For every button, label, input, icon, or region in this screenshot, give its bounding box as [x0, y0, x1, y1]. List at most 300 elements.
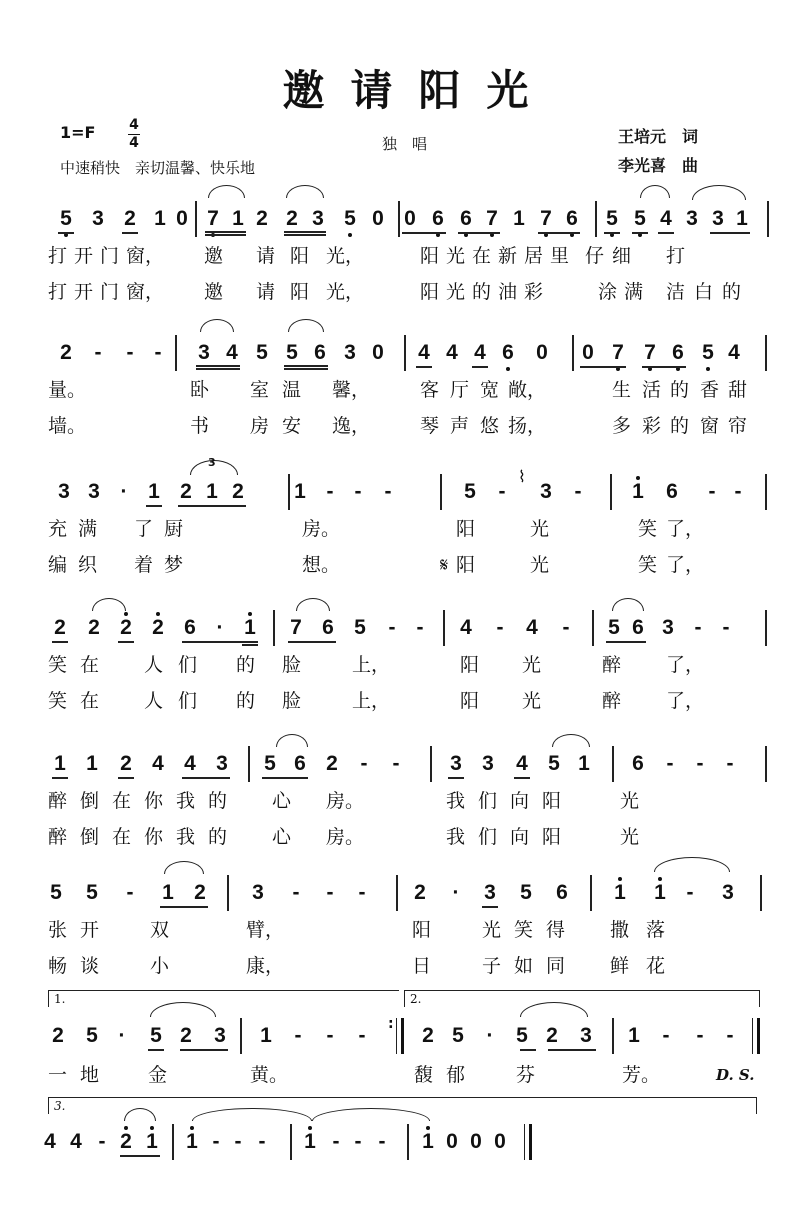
bar-line	[290, 1124, 292, 1160]
lyric: 卧	[190, 379, 210, 401]
lyric: 们	[178, 690, 198, 712]
lyric: 洁	[666, 281, 686, 303]
underline-beam	[182, 641, 258, 643]
bar-line	[760, 875, 762, 911]
lyric: 墙。	[48, 415, 87, 437]
note: -	[662, 1024, 670, 1047]
note: 2	[422, 1024, 434, 1047]
lyric: 光，	[326, 281, 365, 303]
underline-beam	[580, 366, 626, 368]
note: 1	[148, 480, 160, 503]
octave-dot	[490, 233, 494, 237]
lyric: 邀	[204, 245, 224, 267]
note: 6	[322, 616, 334, 639]
lyric: 的	[208, 826, 228, 848]
lyric: 一	[48, 1064, 68, 1086]
lyric: 光	[446, 245, 466, 267]
note: 4	[446, 341, 458, 364]
bar-line	[765, 474, 767, 510]
note: 5	[516, 1024, 528, 1047]
lyric: 郁	[446, 1064, 466, 1086]
note: -	[734, 480, 742, 503]
lyric: 窗，	[126, 281, 165, 303]
lyric: 阳	[542, 790, 562, 812]
lyric: 人	[144, 654, 164, 676]
underline-beam	[160, 906, 208, 908]
lyric: 醉	[602, 654, 622, 676]
lyric: 的	[236, 690, 256, 712]
slur	[286, 185, 324, 198]
lyric: 阳	[542, 826, 562, 848]
slur	[164, 861, 204, 874]
lyric: 逸，	[332, 415, 371, 437]
note: 5	[464, 480, 476, 503]
key-signature: 1=F	[60, 123, 96, 142]
lyric: 阳	[460, 654, 480, 676]
note: -	[326, 1024, 334, 1047]
lyric: 臂，	[246, 919, 285, 941]
underline-beam	[606, 641, 646, 643]
note: 2	[414, 881, 426, 904]
lyric: 地	[80, 1064, 100, 1086]
underline-beam	[472, 366, 488, 368]
lyric: 宽	[480, 379, 500, 401]
lyric: 我	[446, 790, 466, 812]
note: -	[326, 480, 334, 503]
octave-dot	[648, 367, 652, 371]
note: 5	[632, 207, 648, 231]
underline-beam	[604, 232, 620, 234]
note: -	[726, 1024, 734, 1047]
note: 5	[608, 616, 620, 639]
octave-dot	[638, 233, 642, 237]
lyric: 了，	[666, 554, 705, 576]
note: 0	[372, 341, 384, 364]
note: -	[562, 616, 570, 639]
bar-line	[273, 610, 275, 646]
note: -	[126, 341, 134, 364]
note: 3	[216, 752, 228, 775]
bar-line	[592, 610, 594, 646]
lyric: 开	[74, 245, 94, 267]
underline-beam	[242, 644, 258, 646]
underline-beam	[118, 777, 134, 779]
lyric: 了，	[666, 690, 705, 712]
underline-beam	[284, 365, 328, 367]
slur	[640, 185, 670, 198]
time-signature	[128, 118, 140, 151]
note: 1	[736, 207, 748, 230]
bar-line	[227, 875, 229, 911]
note: 5	[50, 881, 62, 904]
underline-beam	[538, 232, 580, 234]
lyric: 你	[144, 790, 164, 812]
note: 4	[460, 616, 472, 639]
octave-dot	[610, 233, 614, 237]
underline-beam	[118, 641, 134, 643]
lyric: 我	[446, 826, 466, 848]
note: 2	[120, 752, 132, 775]
note: 5	[150, 1024, 162, 1047]
lyric: 打	[48, 281, 68, 303]
composer-credit: 李光喜 曲	[618, 156, 699, 175]
lyric: 室	[250, 379, 270, 401]
note: 5	[452, 1024, 464, 1047]
note: 2	[326, 752, 338, 775]
octave-dot	[426, 1126, 430, 1130]
lyric: 琴	[420, 415, 440, 437]
underline-beam	[548, 1049, 596, 1051]
lyric: 醉	[48, 826, 68, 848]
song-title: 邀请阳光	[282, 66, 555, 115]
lyric: 在	[112, 826, 132, 848]
note: -	[212, 1130, 220, 1153]
lyric: 量。	[48, 379, 87, 401]
note: 2	[88, 616, 100, 639]
note: -	[392, 752, 400, 775]
note: 3	[662, 616, 674, 639]
note: 1	[162, 881, 174, 904]
note: -	[154, 341, 162, 364]
note: 3	[722, 881, 734, 904]
underline-beam	[205, 231, 246, 233]
note: 6	[556, 881, 568, 904]
note: 1	[260, 1024, 272, 1047]
lyric: 在	[472, 245, 492, 267]
lyric: 阳	[460, 690, 480, 712]
note: 1	[420, 1130, 436, 1154]
volta-2-label: 2.	[410, 992, 422, 1006]
lyric: 光	[482, 919, 502, 941]
note: 1	[630, 480, 646, 504]
underline-beam	[402, 232, 446, 234]
note: 3	[252, 881, 264, 904]
note: 5	[354, 616, 366, 639]
lyric: 光	[522, 690, 542, 712]
note: ·	[486, 1024, 494, 1047]
note: 4	[516, 752, 528, 775]
note: -	[384, 480, 392, 503]
note: 4	[660, 207, 672, 230]
lyric: 鲜	[610, 955, 630, 977]
note: -	[696, 752, 704, 775]
note: 4	[418, 341, 430, 364]
note: -	[498, 480, 506, 503]
lyric: 阳	[290, 245, 310, 267]
lyric: 我	[176, 826, 196, 848]
underline-beam	[710, 232, 750, 234]
note: 3	[88, 480, 100, 503]
note: 2	[60, 341, 72, 364]
lyric: 开	[74, 281, 94, 303]
note: 0	[446, 1130, 458, 1153]
note: 6	[670, 341, 686, 365]
lyric: 房。	[326, 790, 365, 812]
breath-mark: ⌇	[518, 467, 526, 486]
note: 0	[536, 341, 548, 364]
lyric: 在	[112, 790, 132, 812]
lyric: 悠	[480, 415, 500, 437]
note: 1	[144, 1130, 160, 1154]
note: 0	[582, 341, 594, 364]
slur	[92, 598, 126, 611]
lyric: 邀	[204, 281, 224, 303]
lyric: 想。	[302, 554, 341, 576]
note: -	[234, 1130, 242, 1153]
lyric: 门	[100, 245, 120, 267]
lyric: 书	[190, 415, 210, 437]
lyric: 窗	[700, 415, 720, 437]
slur	[200, 319, 234, 332]
lyric: 光	[620, 826, 640, 848]
note: 4	[728, 341, 740, 364]
lyric: 声	[450, 415, 470, 437]
underline-beam	[448, 777, 464, 779]
time-sig-top: 4	[129, 117, 139, 133]
lyric: 康，	[246, 955, 285, 977]
note: 1	[242, 616, 258, 640]
octave-dot	[156, 612, 160, 616]
lyric: 光	[620, 790, 640, 812]
note: 0	[470, 1130, 482, 1153]
note: 5	[58, 207, 74, 231]
lyric: 落	[646, 919, 666, 941]
note: 5	[86, 1024, 98, 1047]
lyric: 们	[178, 654, 198, 676]
bar-line	[440, 474, 442, 510]
underline-beam	[514, 777, 530, 779]
note: 2	[546, 1024, 558, 1047]
lyric: 馨，	[332, 379, 371, 401]
lyric: 向	[510, 790, 530, 812]
octave-dot	[248, 612, 252, 616]
octave-dot	[124, 1126, 128, 1130]
lyric: 醉	[48, 790, 68, 812]
note: 5	[86, 881, 98, 904]
lyric: 的	[722, 281, 742, 303]
lyric: 黄。	[250, 1064, 289, 1086]
note: 2	[118, 616, 134, 640]
note: 5	[286, 341, 298, 364]
lyric: 脸	[282, 690, 302, 712]
underline-beam	[658, 232, 674, 234]
lyric: 彩	[642, 415, 662, 437]
note: 3	[312, 207, 324, 230]
note: 4	[70, 1130, 82, 1153]
underline-beam	[182, 777, 230, 779]
note: -	[294, 1024, 302, 1047]
note: 1	[612, 881, 628, 905]
note: 3	[712, 207, 724, 230]
note: 7	[484, 207, 500, 231]
underline-beam	[120, 1155, 160, 1157]
note: 6	[314, 341, 326, 364]
underline-beam	[196, 368, 240, 370]
underline-beam	[178, 505, 246, 507]
lyric: 温	[282, 379, 302, 401]
underline-beam	[262, 777, 308, 779]
note: -	[416, 616, 424, 639]
underline-beam	[642, 366, 686, 368]
octave-dot	[506, 367, 510, 371]
lyric: 倒	[80, 826, 100, 848]
note: -	[726, 752, 734, 775]
final-barline	[752, 1018, 760, 1054]
note: -	[708, 480, 716, 503]
lyric: 梦	[164, 554, 184, 576]
bar-line	[443, 610, 445, 646]
underline-beam	[196, 365, 240, 367]
lyric: 居	[524, 245, 544, 267]
note: -	[360, 752, 368, 775]
lyric: 编	[48, 554, 68, 576]
note: -	[354, 1130, 362, 1153]
octave-dot	[436, 233, 440, 237]
lyric: 充	[48, 518, 68, 540]
note: 6	[632, 616, 644, 639]
bar-line	[195, 201, 197, 237]
bar-line	[610, 474, 612, 510]
lyric: 脸	[282, 654, 302, 676]
note: ·	[452, 881, 460, 904]
note: 3	[482, 752, 494, 775]
underline-beam	[416, 366, 432, 368]
octave-dot	[150, 1126, 154, 1130]
bar-line	[175, 335, 177, 371]
note: -	[126, 881, 134, 904]
note: 1	[628, 1024, 640, 1047]
lyric: 敞，	[508, 379, 547, 401]
note: 4	[474, 341, 486, 364]
slur	[276, 734, 308, 747]
lyric: 厨	[164, 518, 184, 540]
note: 1	[232, 207, 244, 230]
lyric: 我	[176, 790, 196, 812]
octave-dot	[348, 233, 352, 237]
note: 2	[124, 207, 136, 230]
bar-line	[288, 474, 290, 510]
note: -	[354, 480, 362, 503]
repeat-dots: :	[388, 1016, 394, 1032]
note: 1	[184, 1130, 200, 1154]
lyric: 心	[272, 790, 292, 812]
note: 1	[302, 1130, 318, 1154]
note: 2	[286, 207, 298, 230]
lyric: 芬	[516, 1064, 536, 1086]
underline-beam	[520, 1049, 536, 1051]
octave-dot	[124, 612, 128, 616]
lyric: 们	[478, 826, 498, 848]
bar-line	[612, 746, 614, 782]
octave-dot	[636, 476, 640, 480]
note: -	[686, 881, 694, 904]
performance-type: 独 唱	[382, 135, 428, 153]
lyric: 在	[80, 690, 100, 712]
underline-beam	[52, 641, 68, 643]
note: -	[388, 616, 396, 639]
lyric: 的	[236, 654, 256, 676]
lyric: 新	[498, 245, 518, 267]
note: 4	[44, 1130, 56, 1153]
note: 7	[610, 341, 626, 365]
lyric: 同	[546, 955, 566, 977]
lyric: 的	[208, 790, 228, 812]
note: -	[332, 1130, 340, 1153]
note: 3	[484, 881, 496, 904]
lyric: 房。	[326, 826, 365, 848]
lyric: 笑	[514, 919, 534, 941]
lyric: 阳	[456, 554, 476, 576]
lyric: 甜	[728, 379, 748, 401]
lyric: 日	[412, 955, 432, 977]
lyric: 谈	[80, 955, 100, 977]
note: 3	[92, 207, 104, 230]
lyric: 房	[250, 415, 270, 437]
lyric: 笑	[48, 690, 68, 712]
underline-beam	[180, 1049, 228, 1051]
bar-line	[767, 201, 769, 237]
note: 1	[54, 752, 66, 775]
note: 2	[194, 881, 206, 904]
note: 2	[52, 1024, 64, 1047]
slur	[296, 598, 330, 611]
lyric: 双	[150, 919, 170, 941]
octave-dot	[570, 233, 574, 237]
note: -	[358, 1024, 366, 1047]
lyric: 光	[522, 654, 542, 676]
lyric: 金	[148, 1064, 168, 1086]
note: 1	[294, 480, 306, 503]
lyric: 了	[134, 518, 154, 540]
note: 3	[58, 480, 70, 503]
slur	[612, 598, 644, 611]
lyric: 在	[80, 654, 100, 676]
lyric: 打	[666, 245, 686, 267]
octave-dot	[676, 367, 680, 371]
note: -	[358, 881, 366, 904]
note: 7	[290, 616, 302, 639]
note: 2	[180, 480, 192, 503]
note: 2	[180, 1024, 192, 1047]
lyric: 子	[482, 955, 502, 977]
lyric: 的	[670, 415, 690, 437]
bar-line	[396, 875, 398, 911]
bar-line	[430, 746, 432, 782]
lyric: 光	[446, 281, 466, 303]
lyric: 的	[670, 379, 690, 401]
lyric: 笑	[638, 554, 658, 576]
note: -	[496, 616, 504, 639]
note: 3	[450, 752, 462, 775]
lyric: 满	[78, 518, 98, 540]
note: -	[378, 1130, 386, 1153]
octave-dot	[618, 877, 622, 881]
octave-dot	[706, 367, 710, 371]
note: 6	[564, 207, 580, 231]
lyric: 厅	[450, 379, 470, 401]
note: -	[574, 480, 582, 503]
octave-dot	[308, 1126, 312, 1130]
lyric: 细	[612, 245, 632, 267]
lyric: 阳	[456, 518, 476, 540]
bar-line	[765, 610, 767, 646]
slur	[288, 319, 324, 332]
lyric: 房。	[302, 518, 341, 540]
bar-line	[590, 875, 592, 911]
volta-1	[48, 990, 399, 1007]
bar-line	[595, 201, 597, 237]
lyric: 得	[546, 919, 566, 941]
